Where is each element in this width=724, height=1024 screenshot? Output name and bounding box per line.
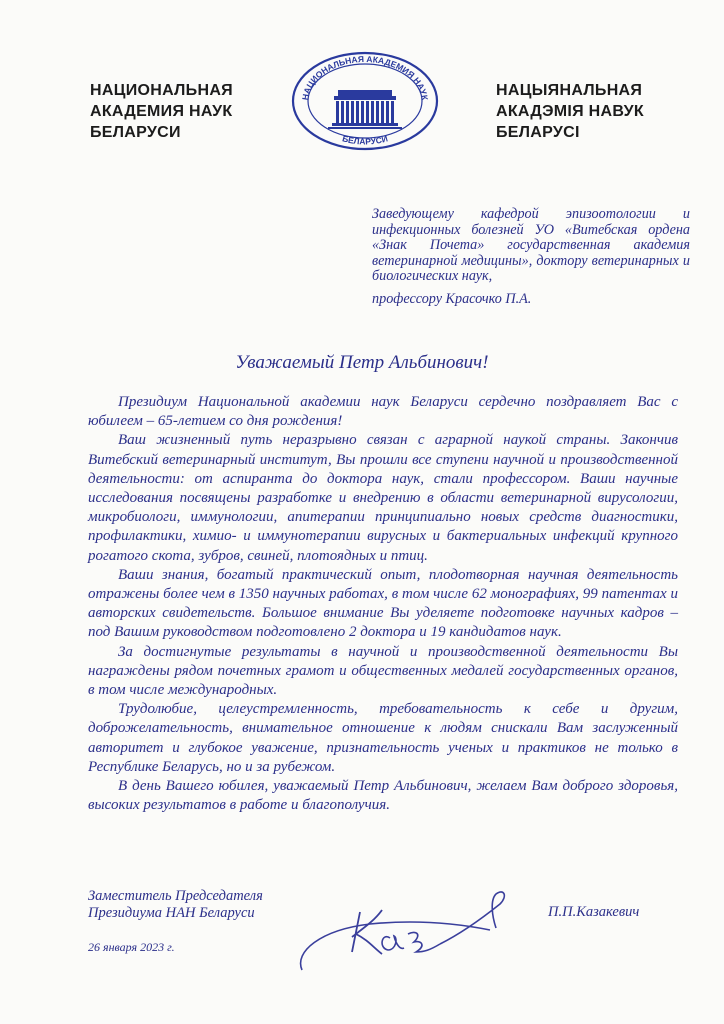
signature-icon bbox=[290, 882, 530, 982]
handwritten-signature bbox=[290, 882, 530, 982]
letter-date: 26 января 2023 г. bbox=[88, 940, 175, 954]
academy-emblem bbox=[290, 50, 440, 152]
svg-text:НАЦИОНАЛЬНАЯ АКАДЕМИЯ НАУК: НАЦИОНАЛЬНАЯ АКАДЕМИЯ НАУК bbox=[299, 53, 430, 101]
letter-body bbox=[88, 393, 678, 815]
body-paragraph: В день Вашего юбилея, уважаемый Петр Альбинович, желаем Вам доброго здоровья, высоких результатов в работе и благополучия. bbox=[88, 778, 678, 814]
salutation: Уважаемый Петр Альбинович! bbox=[235, 352, 489, 373]
org-name-russian: НАЦИОНАЛЬНАЯ АКАДЕМИЯ НАУК БЕЛАРУСИ bbox=[90, 82, 233, 141]
signatory-title: Заместитель Председателя Президиума НАН Беларуси bbox=[88, 888, 263, 921]
body-paragraph: Ваши знания, богатый практический опыт, плодотворная научная деятельность отражены более чем в 1350 научных работах, в том числе 62 монографиях, 99 патентах и авторских свидетельств. Большое внимание Вы уделяете подготовке научных кадров – под Вашим руководством подготовлено 2 доктора и 19 кандидатов наук. bbox=[88, 566, 678, 641]
body-paragraph: Трудолюбие, целеустремленность, требовательность к себе и другим, доброжелательность, внимательное отношение к людям снискали Вам заслуженный авторитет и глубокое уважение, признательность ученых и практиков не только в Республике Беларусь, но и за рубежом. bbox=[88, 701, 678, 775]
academy-emblem-icon bbox=[290, 50, 440, 152]
body-paragraph: За достигнутые результаты в научной и производственной деятельности Вы награждены рядом почетных грамот и общественных медалей государственных органов, в том числе международных. bbox=[88, 643, 678, 699]
signatory-name: П.П.Казакевич bbox=[548, 904, 640, 920]
svg-text:БЕЛАРУСИ: БЕЛАРУСИ bbox=[341, 133, 389, 147]
body-paragraph: Ваш жизненный путь неразрывно связан с аграрной наукой страны. Закончив Витебский ветеринарный институт, Вы прошли все ступени научной и производственной деятельности: от аспиранта до доктора наук, стали профессором. Ваши научные исследования посвящены разработке и внедрению в области ветеринарной вирусологии, микробиологи, иммунологии, апитерапии принципиально новых средств диагностики, профилактики, химио- и иммунотерапии вирусных и бактериальных инфекций крупного рогатого скота, зубров, свиней, плотоядных и птиц. bbox=[88, 432, 678, 564]
addressee-block: Заведующему кафедрой эпизоотологии и инфекционных болезней УО «Витебская ордена «Знак Почета» государственная академия ветеринарной медицины», доктору ветеринарных и биологических наук, bbox=[372, 206, 690, 284]
addressee-name: профессору Красочко П.А. bbox=[372, 291, 532, 307]
body-paragraph: Президиум Национальной академии наук Беларуси сердечно поздравляет Вас с юбилеем – 65-летием со дня рождения! bbox=[88, 394, 678, 430]
org-name-belarusian: НАЦЫЯНАЛЬНАЯ АКАДЭМІЯ НАВУК БЕЛАРУСІ bbox=[496, 82, 644, 141]
